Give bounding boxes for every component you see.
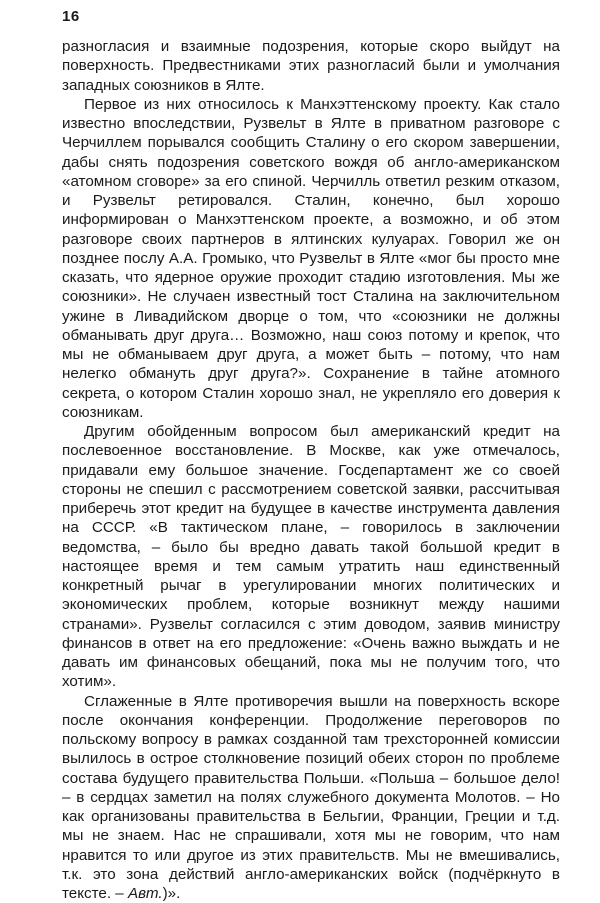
paragraph-3: Другим обойденным вопросом был американский кредит на послевоенное восстановление. В Москве, как уже отмечалось, придавали ему большое значение. Госдепартамент же со своей стороны не спешил с рассмотрением советской заявки, рассчитывая приберечь этот кредит на будущее в качестве инструмента давления на СССР. «В тактическом плане, – говорилось в заключении ведомства, – было бы вредно давать такой большой кредит в настоящее время и тем самым утратить наш единственный конкретный рычаг в урегулировании многих политических и экономических проблем, которые возникнут между нашими странами». Рузвельт согласился с этим доводом, заявив министру финансов в ответ на его предложение: «Очень важно выждать и не давать им финансовых обещаний, пока мы не получим того, что хотим». — [62, 422, 560, 692]
page-number: 16 — [62, 8, 80, 25]
paragraph-4-closing: )». — [163, 885, 181, 902]
author-note: Авт. — [128, 885, 163, 902]
paragraph-4 — [62, 692, 560, 903]
paragraph-4-text: Сглаженные в Ялте противоречия вышли на поверхность вскоре после окончания конференции. Продолжение переговоров по польскому вопросу в рамках созданной там трехсторонней комиссии вылилось в острое столкновение позиций обеих сторон по проблеме состава будущего правительства Польши. «Польша – большое дело! – в сердцах заметил на полях служебного документа Молотов. – Но как организованы правительства в Бельгии, Франции, Греции и т.д. мы не знаем. Нас не спрашивали, хотя мы не говорим, что нам нравится то или другое из этих правительств. Мы не вмешивались, т.к. это зона действий англо-американских войск (подчёркнуто в тексте. – — [62, 693, 560, 903]
paragraph-1: разногласия и взаимные подозрения, которые скоро выйдут на поверхность. Предвестниками этих разногласий были и умолчания западных союзников в Ялте. — [62, 37, 560, 95]
paragraph-2: Первое из них относилось к Манхэттенскому проекту. Как стало известно впоследствии, Рузвельт в Ялте в приватном разговоре с Черчиллем порывался сообщить Сталину о его скором завершении, дабы снять подозрения советского вождя об англо-американском «атомном сговоре» за его спиной. Черчилль ответил резким отказом, и Рузвельт ретировался. Сталин, конечно, был хорошо информирован о Манхэттенском проекте, а возможно, и об этом разговоре своих партнеров в ялтинских кулуарах. Говорил же он позднее послу А.А. Громыко, что Рузвельт в Ялте «мог бы просто мне сказать, что ядерное оружие проходит стадию изготовления. Мы же союзники». Не случаен известный тост Сталина на заключительном ужине в Ливадийском дворце о том, что «союзники не должны обманывать друг друга… Возможно, наш союз потому и крепок, что мы не обманываем друг друга, а может быть – потому, что нам нелегко обмануть друг друга?». Сохранение в тайне атомного секрета, о котором Сталин хорошо знал, не укрепляло его доверия к союзникам. — [62, 95, 560, 422]
body-text — [62, 37, 560, 903]
